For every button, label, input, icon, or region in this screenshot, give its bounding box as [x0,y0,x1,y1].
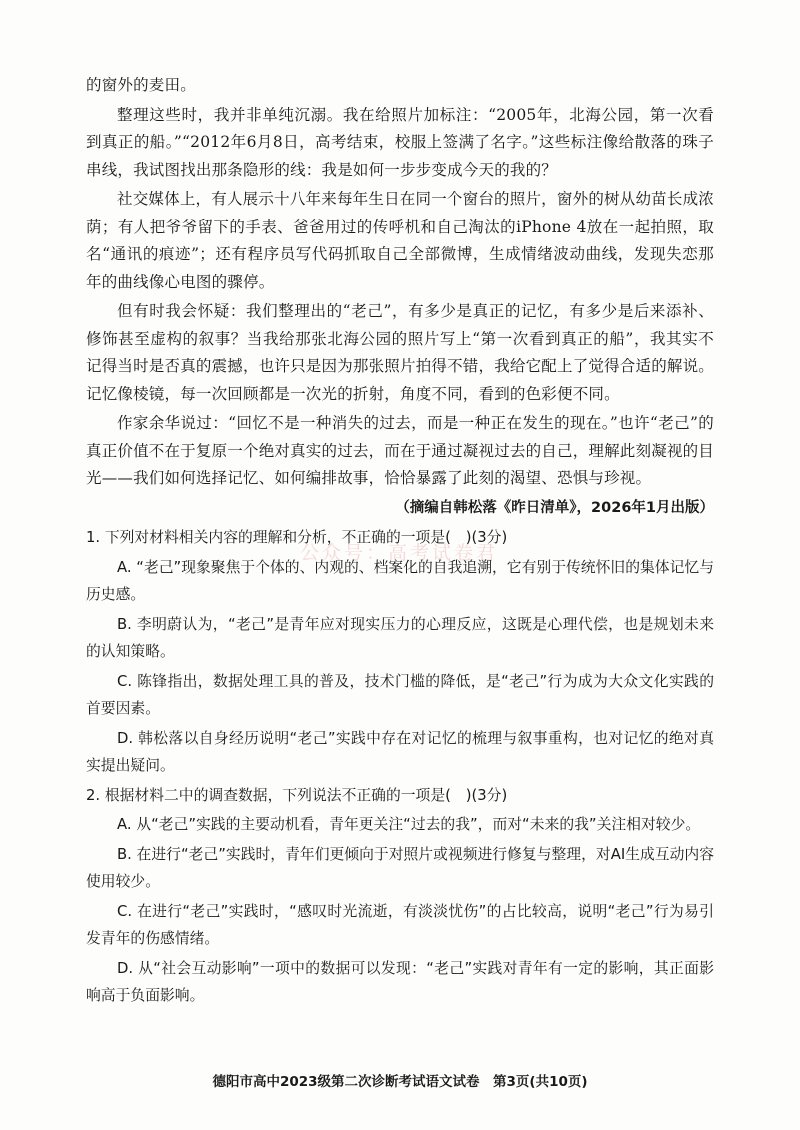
passage-paragraph-1: 整理这些时，我并非单纯沉溺。我在给照片加标注：“2005年，北海公园，第一次看到真正的船。”“2012年6月8日，高考结束，校服上签满了名字。”这些标注像给散落的珠子串线，我试图找出那条隐形的线：我是如何一步步变成今天的我的？ [86,105,714,179]
passage-continuation: 的窗外的麦田。 [86,76,196,94]
question-1-stem: 1. 下列对材料相关内容的理解和分析，不正确的一项是( )(3分) [86,529,508,546]
question-2-stem: 2. 根据材料二中的调查数据，下列说法不正确的一项是( )(3分) [86,786,508,804]
page-footer: 德阳市高中2023级第二次诊断考试语文试卷 第3页(共10页) [212,1074,588,1090]
question-1-option-c: C. 陈锋指出，数据处理工具的普及，技术门槛的降低，是“老己”行为成为大众文化实践的首要因素。 [86,672,714,717]
question-2-option-b: B. 在进行“老己”实践时，青年们更倾向于对照片或视频进行修复与整理，对AI生成互动内容使用较少。 [86,845,714,890]
passage-paragraph-3: 但有时我会怀疑：我们整理出的“老己”，有多少是真正的记忆，有多少是后来添补、修饰甚至虚构的叙事？当我给那张北海公园的照片写上“第一次看到真正的船”，我其实不记得当时是否真的震撼，也许只是因为那张照片拍得不错，我给它配上了觉得合适的解说。记忆像棱镜，每一次回顾都是一次光的折射，角度不同，看到的色彩便不同。 [86,302,715,403]
passage-paragraph-2: 社交媒体上，有人展示十八年来每年生日在同一个窗台的照片，窗外的树从幼苗长成浓荫；有人把爷爷留下的手表、爸爸用过的传呼机和自己淘汰的iPhone 4放在一起拍照，取名“通讯的痕迹”；还有程序员写代码抓取自己全部微博，生成情绪波动曲线，发现失恋那年的曲线像心电图的骤停。 [86,190,714,291]
question-1-option-a: A. “老己”现象聚焦于个体的、内观的、档案化的自我追溯，它有别于传统怀旧的集体记忆与历史感。 [86,558,714,603]
question-2-option-a: A. 从“老己”实践的主要动机看，青年更关注“过去的我”，而对“未来的我”关注相对较少。 [117,816,701,833]
passage-source: （摘编自韩松落《昨日清单》，2026年1月出版） [395,499,714,516]
page-content [86,72,714,1012]
question-2-option-c: C. 在进行“老己”实践时，“感叹时光流逝，有淡淡忧伤”的占比较高，说明“老己”行为易引发青年的伤感情绪。 [86,902,714,947]
question-2-option-d: D. 从“社会互动影响”一项中的数据可以发现：“老己”实践对青年有一定的影响，其正面影响高于负面影响。 [86,959,714,1004]
question-1-option-d: D. 韩松落以自身经历说明“老己”实践中存在对记忆的梳理与叙事重构，也对记忆的绝对真实提出疑问。 [86,729,714,774]
question-1-option-b: B. 李明蔚认为，“老己”是青年应对现实压力的心理反应，这既是心理代偿，也是规划未来的认知策略。 [86,615,714,660]
watermark: 公众号：高考试卷君 [300,542,499,564]
passage-paragraph-4: 作家余华说过：“回忆不是一种消失的过去，而是一种正在发生的现在。”也许“老己”的真正价值不在于复原一个绝对真实的过去，而在于通过凝视过去的自己，理解此刻凝视的目光——我们如何选择记忆、如何编排故事，恰恰暴露了此刻的渴望、恐惧与珍视。 [86,414,715,487]
